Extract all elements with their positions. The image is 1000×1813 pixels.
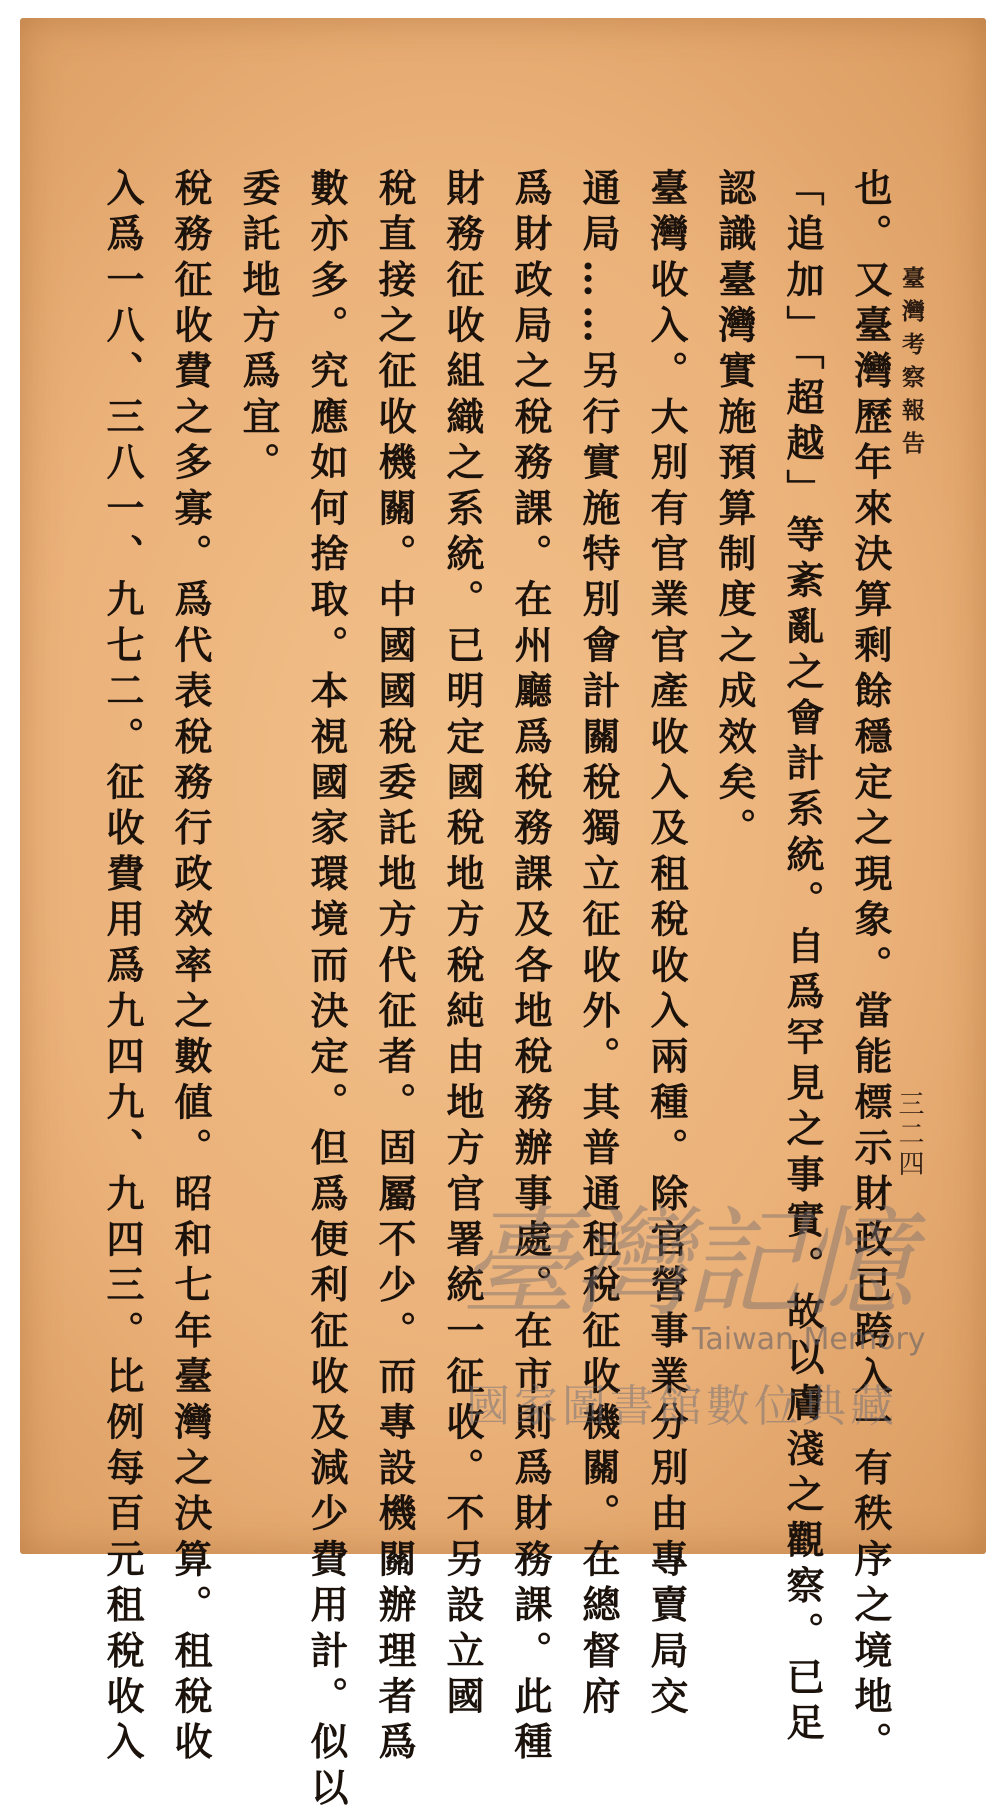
text-column: 稅務征收費之多寡。爲代表稅務行政效率之數値。昭和七年臺灣之決算。租稅收	[168, 168, 213, 1768]
text-column: 「追加」「超越」等紊亂之會計系統。自爲罕見之事實。故以膚淺之觀察。已足	[780, 168, 825, 1749]
text-column: 臺灣收入。大別有官業官產收入及租稅收入兩種。除官營事業分別由專賣局交	[644, 168, 689, 1722]
text-column: 入爲一八、三八一、九七二。征收費用爲九四九、九四三。比例每百元租稅收入	[100, 168, 145, 1768]
watermark-calligraphy: 臺灣記憶	[460, 1194, 909, 1332]
running-title: 臺灣考察報告	[898, 266, 925, 464]
watermark-english: Taiwan Memory	[692, 1322, 926, 1357]
page-number: 三二四	[894, 1090, 924, 1180]
text-column: 認識臺灣實施預算制度之成效矣。	[712, 168, 757, 854]
watermark-chinese: 國家圖書館數位典藏	[466, 1381, 898, 1432]
text-column: 通局……另行實施特別會計關稅獨立征收外。其普通租稅征收機關。在總督府	[576, 168, 621, 1722]
body-text	[96, 168, 896, 1813]
text-column: 財務征收組織之系統。已明定國稅地方稅純由地方官署統一征收。不另設立國	[440, 168, 485, 1722]
text-column: 也。又臺灣歷年來決算剩餘穩定之現象。當能標示財政已跨入一有秩序之境地。	[848, 168, 893, 1768]
text-column: 數亦多。究應如何捨取。本視國家環境而決定。但爲便利征收及減少費用計。似以	[304, 168, 349, 1813]
text-column: 委託地方爲宜。	[236, 168, 281, 488]
text-column: 爲財政局之稅務課。在州廳爲稅務課及各地稅務辦事處。在市則爲財務課。此種	[508, 168, 553, 1768]
book-page	[20, 18, 986, 1813]
text-column: 稅直接之征收機關。中國國稅委託地方代征者。固屬不少。而專設機關辦理者爲	[372, 168, 417, 1768]
scan-frame	[8, 8, 986, 1813]
